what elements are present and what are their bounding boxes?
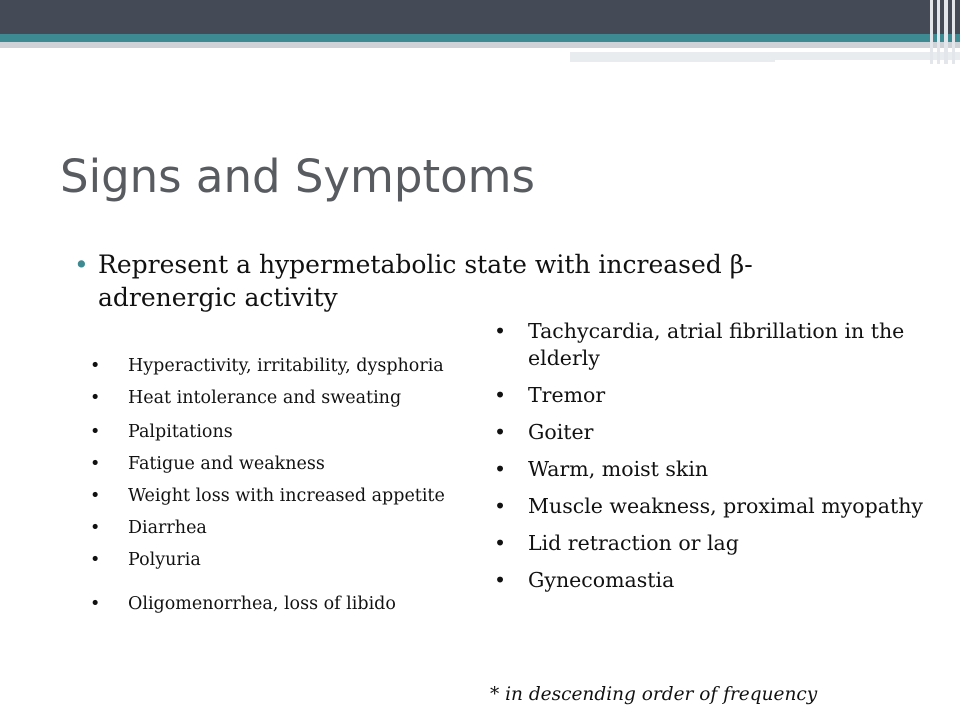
bullet-icon: •	[494, 494, 507, 518]
intro-point	[74, 248, 854, 314]
list-item	[90, 517, 470, 539]
list-item-text: Oligomenorrhea, loss of libido	[128, 594, 396, 614]
bullet-icon: •	[494, 531, 507, 555]
bullet-icon: •	[90, 422, 101, 442]
bullet-icon: •	[90, 356, 101, 376]
intro-text: Represent a hypermetabolic state with increased β-adrenergic activity	[98, 250, 753, 312]
list-item	[90, 421, 470, 443]
bullet-icon: •	[90, 594, 101, 614]
list-item-text: Palpitations	[128, 422, 233, 442]
list-item	[90, 453, 470, 475]
bullet-icon: •	[494, 457, 507, 481]
list-item-text: Fatigue and weakness	[128, 454, 325, 474]
bullet-icon: •	[90, 518, 101, 538]
list-item	[494, 456, 934, 483]
list-item-text: Warm, moist skin	[528, 457, 709, 481]
corner-stripes	[928, 0, 960, 64]
list-item-text: Lid retraction or lag	[528, 531, 739, 555]
bullet-icon: •	[494, 568, 507, 592]
list-item	[494, 382, 934, 409]
list-item	[90, 355, 470, 377]
list-item	[494, 530, 934, 557]
header-accent-stripe	[0, 34, 960, 42]
bullet-icon: •	[90, 550, 101, 570]
list-item-text: Muscle weakness, proximal myopathy	[528, 494, 923, 518]
sign-list	[494, 318, 934, 604]
list-item-text: Weight loss with increased appetite	[128, 486, 445, 506]
bullet-icon: •	[74, 250, 89, 279]
list-item-text: Polyuria	[128, 550, 201, 570]
header-band	[0, 0, 960, 34]
list-item-text: Heat intolerance and sweating	[128, 388, 402, 408]
list-item	[90, 387, 470, 409]
list-item-text: Hyperactivity, irritability, dysphoria	[128, 356, 444, 376]
list-item	[494, 493, 934, 520]
bullet-icon: •	[90, 454, 101, 474]
slide-title: Signs and Symptoms	[60, 150, 535, 203]
list-item-text: Gynecomastia	[528, 568, 675, 592]
list-item	[90, 549, 470, 571]
list-item	[90, 485, 470, 507]
footnote: * in descending order of frequency	[490, 684, 818, 705]
list-item	[90, 593, 470, 615]
list-item-text: Tremor	[528, 383, 606, 407]
list-item	[494, 567, 934, 594]
list-item-text: Goiter	[528, 420, 594, 444]
header-shadow-stripe	[0, 42, 960, 48]
list-item	[494, 318, 934, 372]
list-item-text: Tachycardia, atrial fibrillation in the elderly	[528, 319, 905, 370]
bullet-icon: •	[494, 383, 507, 407]
bullet-icon: •	[90, 486, 101, 506]
list-item	[494, 419, 934, 446]
symptom-list	[90, 355, 470, 615]
bullet-icon: •	[494, 420, 507, 444]
bullet-icon: •	[494, 319, 507, 343]
list-item-text: Diarrhea	[128, 518, 207, 538]
bullet-icon: •	[90, 388, 101, 408]
